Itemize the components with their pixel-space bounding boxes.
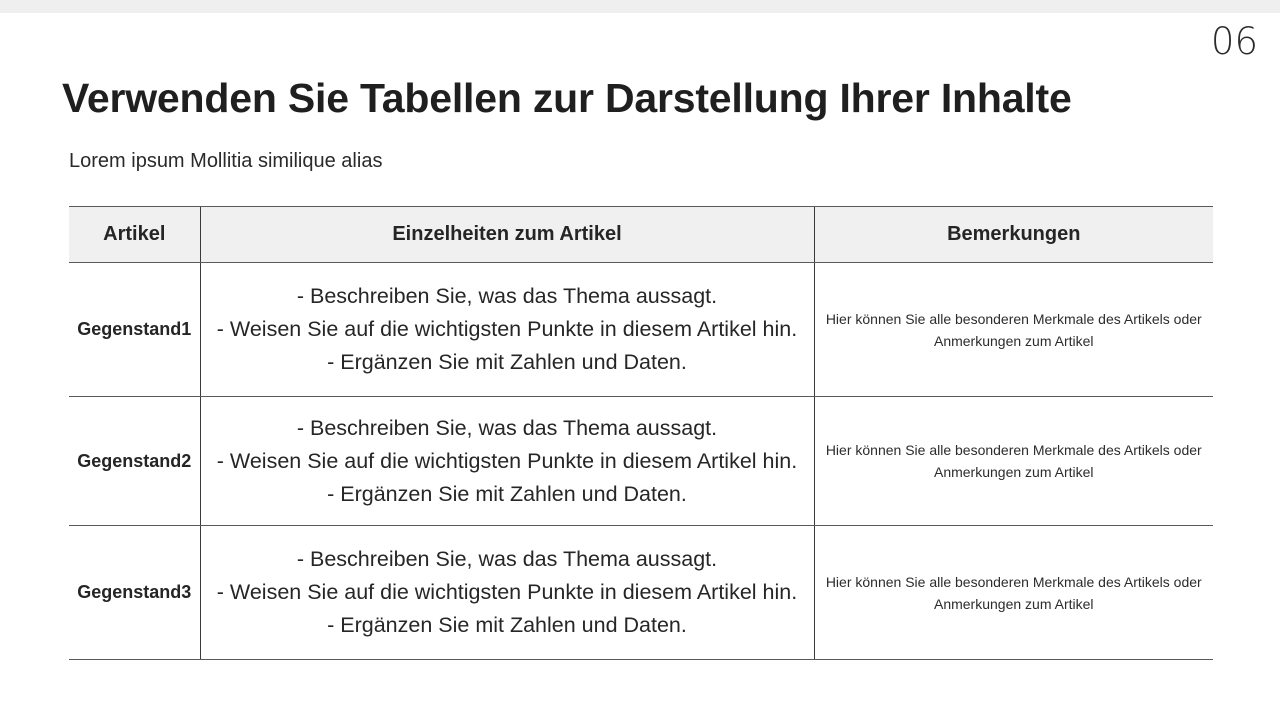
article-notes-cell: Hier können Sie alle besonderen Merkmale des Artikels oder Anmerkungen zum Artikel xyxy=(814,397,1213,526)
article-name-cell: Gegenstand1 xyxy=(69,263,200,397)
article-notes-cell: Hier können Sie alle besonderen Merkmale des Artikels oder Anmerkungen zum Artikel xyxy=(814,526,1213,660)
detail-line: - Weisen Sie auf die wichtigsten Punkte in diesem Artikel hin. xyxy=(216,317,798,341)
table-row xyxy=(69,263,1213,397)
detail-line: - Ergänzen Sie mit Zahlen und Daten. xyxy=(327,613,687,637)
top-strip xyxy=(0,0,1280,13)
column-header-notes: Bemerkungen xyxy=(814,207,1213,263)
detail-line: - Ergänzen Sie mit Zahlen und Daten. xyxy=(327,350,687,374)
header-row xyxy=(69,207,1213,263)
slide-subtitle: Lorem ipsum Mollitia similique alias xyxy=(69,150,383,172)
article-details-cell xyxy=(200,397,814,526)
table-body xyxy=(69,263,1213,660)
table-row xyxy=(69,526,1213,660)
table-row xyxy=(69,397,1213,526)
column-header-article: Artikel xyxy=(69,207,200,263)
slide-title: Verwenden Sie Tabellen zur Darstellung Ihrer Inhalte xyxy=(62,75,1072,121)
article-name-cell: Gegenstand2 xyxy=(69,397,200,526)
detail-line: - Beschreiben Sie, was das Thema aussagt. xyxy=(296,284,718,308)
article-details-cell xyxy=(200,263,814,397)
detail-line: - Beschreiben Sie, was das Thema aussagt. xyxy=(296,547,718,571)
article-details-cell xyxy=(200,526,814,660)
page-number: 06 xyxy=(1210,20,1258,63)
detail-line: - Weisen Sie auf die wichtigsten Punkte in diesem Artikel hin. xyxy=(216,580,798,604)
detail-line: - Ergänzen Sie mit Zahlen und Daten. xyxy=(327,481,687,506)
detail-line: - Beschreiben Sie, was das Thema aussagt. xyxy=(296,415,718,440)
article-name-cell: Gegenstand3 xyxy=(69,526,200,660)
article-table xyxy=(69,206,1213,660)
detail-line: - Weisen Sie auf die wichtigsten Punkte in diesem Artikel hin. xyxy=(216,448,798,473)
column-header-details: Einzelheiten zum Artikel xyxy=(200,207,814,263)
table-header xyxy=(69,207,1213,263)
article-notes-cell: Hier können Sie alle besonderen Merkmale des Artikels oder Anmerkungen zum Artikel xyxy=(814,263,1213,397)
